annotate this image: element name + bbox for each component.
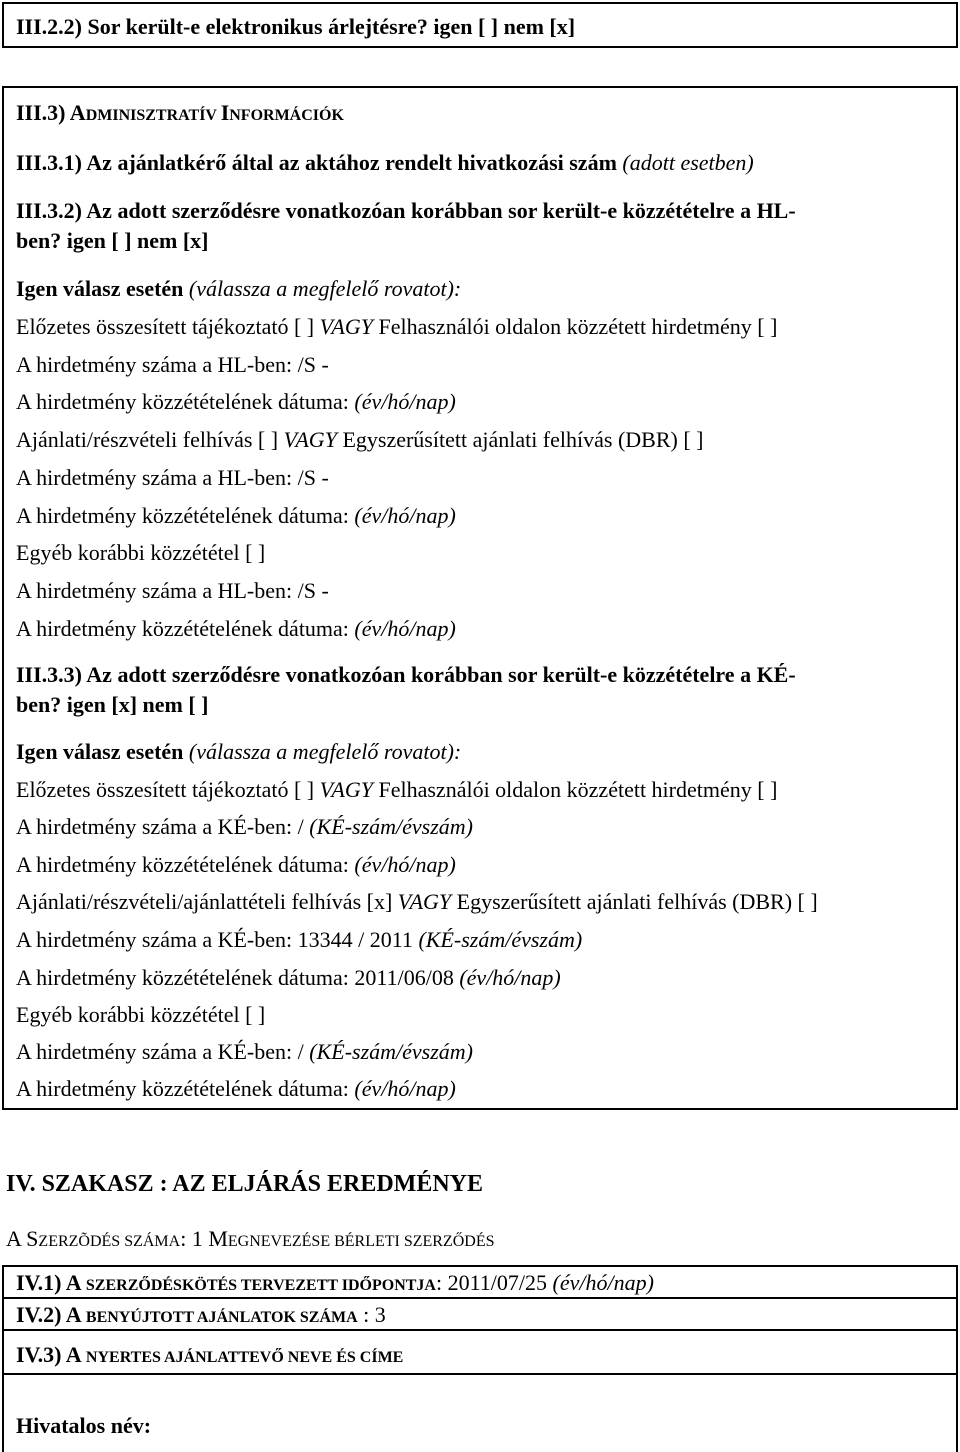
- hl-question-line2: ben? igen [ ] nem [x]: [16, 228, 209, 253]
- electronic-auction-box: [2, 2, 958, 48]
- ke-notice-number-1: A hirdetmény száma a KÉ-ben: / (KÉ-szám/évszám): [16, 814, 474, 839]
- iv2-box: [2, 1297, 958, 1331]
- administrative-info-box: [2, 86, 958, 1110]
- hl-notice-number-2: A hirdetmény száma a HL-ben: /S -: [16, 465, 329, 490]
- ke-notice-number-2: A hirdetmény száma a KÉ-ben: 13344 / 2011 (KÉ-szám/évszám): [16, 927, 583, 952]
- iv2-offers-count: IV.2) A BENYÚJTOTT AJÁNLATOK SZÁMA : 3: [16, 1302, 386, 1327]
- reference-number-line: III.3.1) Az ajánlatkérő által az aktához rendelt hivatkozási szám (adott esetben): [16, 150, 754, 175]
- iv3-box: [2, 1329, 958, 1375]
- ke-call-row: Ajánlati/részvételi/ajánlattételi felhívás [x] VAGY Egyszerűsített ajánlati felhívás (DBR) [ ]: [16, 889, 818, 914]
- hl-notice-number-3: A hirdetmény száma a HL-ben: /S -: [16, 578, 329, 603]
- official-name-box: [2, 1373, 958, 1452]
- iv1-planned-date: IV.1) A SZERZŐDÉSKÖTÉS TERVEZETT IDŐPONTJA: 2011/07/25 (év/hó/nap): [16, 1270, 654, 1295]
- hl-other-publication-row: Egyéb korábbi közzététel [ ]: [16, 540, 266, 565]
- ke-notice-number-3: A hirdetmény száma a KÉ-ben: / (KÉ-szám/évszám): [16, 1039, 474, 1064]
- ke-notice-date-2: A hirdetmény közzétételének dátuma: 2011/06/08 (év/hó/nap): [16, 965, 561, 990]
- hl-prior-info-row: Előzetes összesített tájékoztató [ ] VAGY Felhasználói oldalon közzétett hirdetmény [ ]: [16, 314, 778, 339]
- hl-question-line1: III.3.2) Az adott szerződésre vonatkozóan korábban sor került-e közzétételre a HL-: [16, 198, 796, 223]
- hl-notice-date-2: A hirdetmény közzétételének dátuma: (év/hó/nap): [16, 503, 456, 528]
- ke-notice-date-3: A hirdetmény közzétételének dátuma: (év/hó/nap): [16, 1076, 456, 1101]
- hl-igen-hint: Igen válasz esetén (válassza a megfelelő rovatot):: [16, 276, 462, 301]
- hl-call-row: Ajánlati/részvételi felhívás [ ] VAGY Egyszerűsített ajánlati felhívás (DBR) [ ]: [16, 427, 704, 452]
- ke-notice-date-1: A hirdetmény közzétételének dátuma: (év/hó/nap): [16, 852, 456, 877]
- ke-prior-info-row: Előzetes összesített tájékoztató [ ] VAGY Felhasználói oldalon közzétett hirdetmény [ ]: [16, 777, 778, 802]
- hl-notice-number-1: A hirdetmény száma a HL-ben: /S -: [16, 352, 329, 377]
- hl-notice-date-3: A hirdetmény közzétételének dátuma: (év/hó/nap): [16, 616, 456, 641]
- administrative-info-title: III.3) ADMINISZTRATÍV INFORMÁCIÓK: [16, 100, 344, 125]
- contract-number-line: A SZERZÕDÉS SZÁMA: 1 MEGNEVEZÉSE BÉRLETI SZERZŐDÉS: [6, 1226, 495, 1251]
- hl-notice-date-1: A hirdetmény közzétételének dátuma: (év/hó/nap): [16, 389, 456, 414]
- iv1-box: [2, 1265, 958, 1299]
- section-iv-heading: IV. SZAKASZ : AZ ELJÁRÁS EREDMÉNYE: [6, 1171, 483, 1197]
- ke-igen-hint: Igen válasz esetén (válassza a megfelelő rovatot):: [16, 739, 462, 764]
- ke-question-line1: III.3.3) Az adott szerződésre vonatkozóan korábban sor került-e közzétételre a KÉ-: [16, 662, 796, 687]
- official-name-label: Hivatalos név:: [16, 1413, 152, 1438]
- ke-question-line2: ben? igen [x] nem [ ]: [16, 692, 209, 717]
- ke-other-publication-row: Egyéb korábbi közzététel [ ]: [16, 1002, 266, 1027]
- iv3-winner-heading: IV.3) A NYERTES AJÁNLATTEVŐ NEVE ÉS CÍME: [16, 1342, 404, 1367]
- electronic-auction-question: III.2.2) Sor került-e elektronikus árlejtésre? igen [ ] nem [x]: [16, 14, 576, 39]
